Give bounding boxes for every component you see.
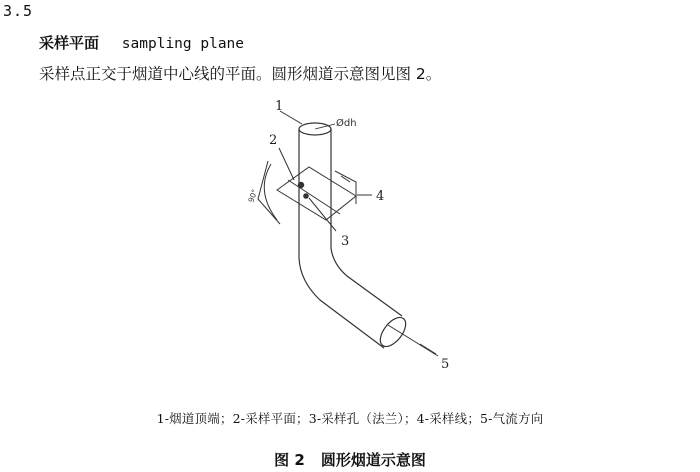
term-chinese: 采样平面 — [39, 34, 100, 52]
flue-pipe-outline — [299, 129, 402, 348]
figure-caption — [0, 449, 700, 470]
flow-direction-line — [388, 325, 438, 356]
callout-5-leader — [420, 344, 436, 354]
diameter-label: Ødh — [336, 118, 357, 129]
callout-2-leader — [279, 148, 294, 180]
callout-3-label: 3 — [341, 234, 350, 249]
sampling-port-flange — [304, 194, 308, 198]
term-english: sampling plane — [121, 36, 245, 52]
circular-flue-diagram — [240, 96, 470, 376]
callout-2-label: 2 — [269, 133, 278, 148]
term-definition: 采样点正交于烟道中心线的平面。圆形烟道示意图见图 2。 — [39, 65, 442, 83]
flue-diagram-svg — [240, 96, 470, 376]
sampling-plane-outline — [277, 167, 356, 220]
callout-1-leader — [280, 111, 302, 124]
sampling-line-center — [288, 180, 340, 214]
sampling-port-hole — [298, 182, 303, 187]
figure-legend: 1-烟道顶端；2-采样平面；3-采样孔（法兰）；4-采样线；5-气流方向 — [156, 411, 544, 426]
figure-title: 圆形烟道示意图 — [320, 451, 426, 469]
callout-1-label: 1 — [275, 99, 284, 114]
angle-bracket — [258, 161, 280, 224]
angle-label: 90° — [246, 188, 260, 204]
figure-number: 图 2 — [274, 451, 305, 469]
term-heading — [39, 32, 244, 53]
callout-4-label: 4 — [376, 189, 385, 204]
angle-arc — [264, 164, 277, 220]
callout-5-label: 5 — [441, 357, 450, 372]
section-number: 3.5 — [3, 2, 34, 20]
